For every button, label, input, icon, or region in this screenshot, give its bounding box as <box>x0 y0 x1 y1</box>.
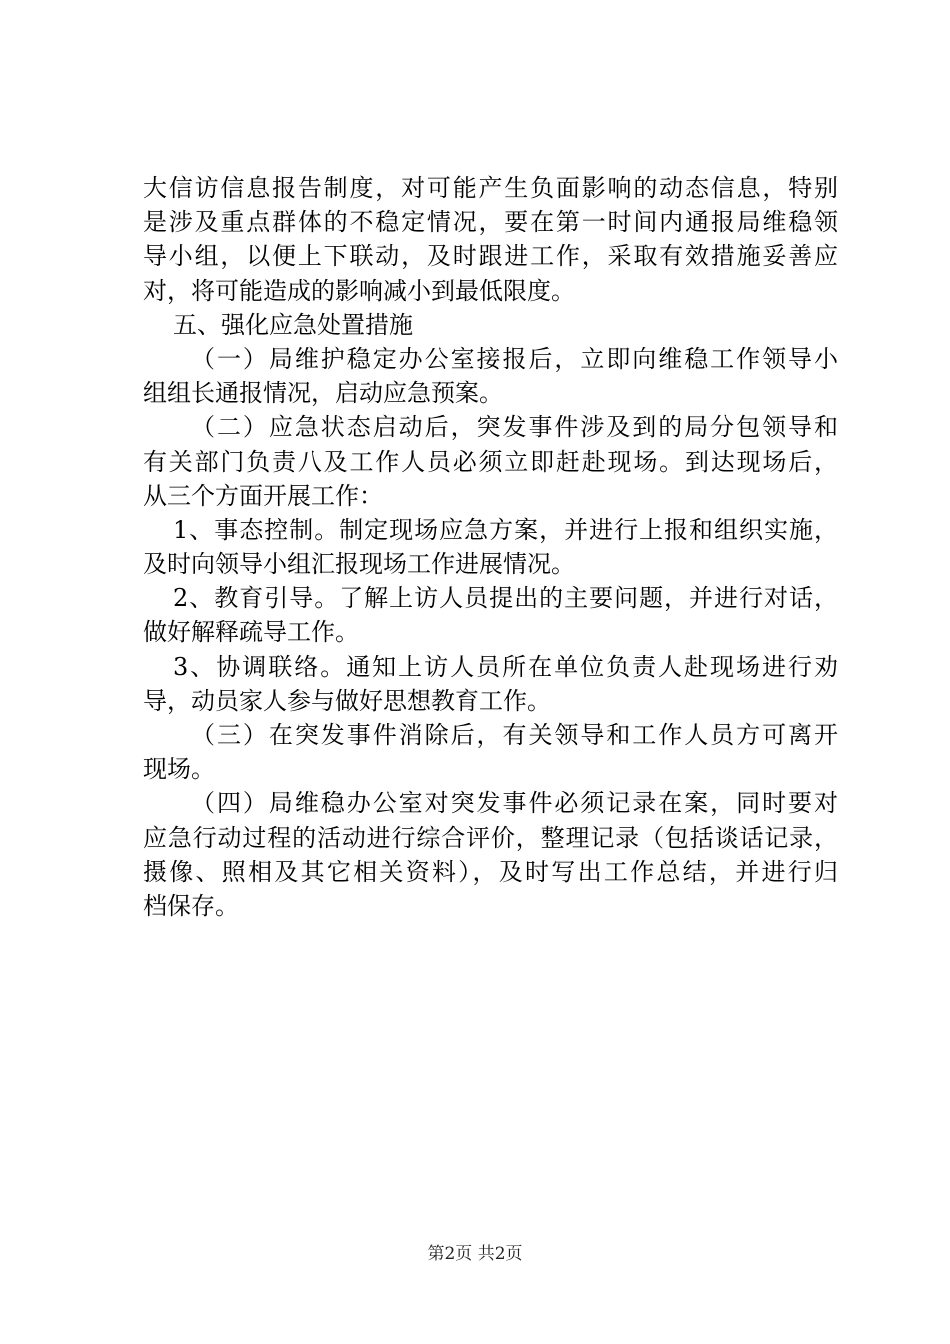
paragraph-line: 组组长通报情况，启动应急预案。 <box>143 379 503 408</box>
document-body <box>143 171 838 923</box>
paragraph-line: （四）局维稳办公室对突发事件必须记录在案，同时要对 <box>191 789 838 818</box>
section-heading: 五、强化应急处置措施 <box>173 310 413 339</box>
list-item: 3、协调联络。通知上访人员所在单位负责人赴现场进行劝 <box>173 652 838 681</box>
paragraph-line: （二）应急状态启动后，突发事件涉及到的局分包领导和 <box>191 413 838 442</box>
paragraph-line: 是涉及重点群体的不稳定情况，要在第一时间内通报局维稳领 <box>143 208 838 237</box>
page-number-footer: 第2页 共2页 <box>427 1244 523 1264</box>
paragraph-line: 摄像、照相及其它相关资料），及时写出工作总结，并进行归 <box>143 857 838 886</box>
paragraph-line: 有关部门负责八及工作人员必须立即赶赴现场。到达现场后， <box>143 447 838 476</box>
list-item: 1、事态控制。制定现场应急方案，并进行上报和组织实施， <box>173 515 838 544</box>
paragraph-line: 导，动员家人参与做好思想教育工作。 <box>143 686 551 715</box>
paragraph-line: 大信访信息报告制度，对可能产生负面影响的动态信息，特别 <box>143 174 838 202</box>
paragraph-line: （一）局维护稳定办公室接报后，立即向维稳工作领导小 <box>191 344 838 373</box>
paragraph-line: 做好解释疏导工作。 <box>143 618 359 647</box>
paragraph-line: 现场。 <box>143 755 215 784</box>
paragraph-line: 对，将可能造成的影响减小到最低限度。 <box>143 276 575 305</box>
paragraph-line: 从三个方面开展工作： <box>143 481 383 510</box>
paragraph-line: 导小组，以便上下联动，及时跟进工作，采取有效措施妥善应 <box>143 242 838 271</box>
paragraph-line: （三）在突发事件消除后，有关领导和工作人员方可离开 <box>191 721 838 749</box>
list-item: 2、教育引导。了解上访人员提出的主要问题，并进行对话， <box>173 584 838 613</box>
paragraph-line: 及时向领导小组汇报现场工作进展情况。 <box>143 550 575 579</box>
paragraph-line: 档保存。 <box>143 891 239 920</box>
paragraph-line: 应急行动过程的活动进行综合评价，整理记录（包括谈话记录， <box>143 823 838 852</box>
